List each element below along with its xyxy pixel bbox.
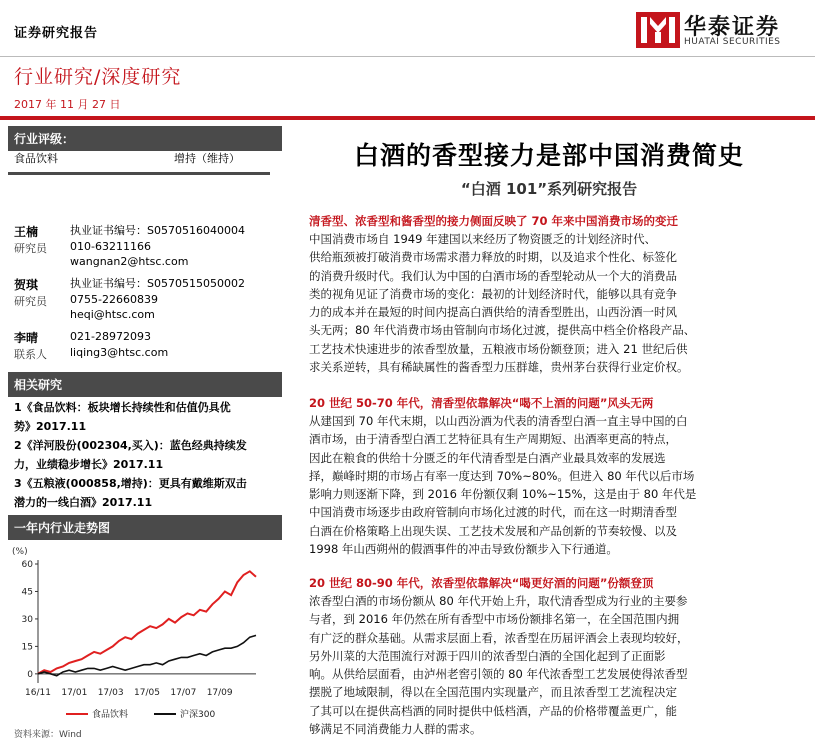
body-line: 头无两；80 年代消费市场由管制向市场化过渡，提供高中档全价格段产品、 bbox=[309, 323, 696, 338]
body-line: 中国消费市场自 1949 年建国以来经历了物资匮乏的计划经济时代、 bbox=[309, 232, 657, 246]
related-research-item[interactable] bbox=[14, 398, 272, 436]
body-line: 择，巅峰时期的市场占有率一度达到 70%~80%。但进入 80 年代以后市场 bbox=[309, 468, 695, 483]
chart-x-tick-label: 16/11 bbox=[25, 688, 51, 698]
body-line: 因此在粮食的供给十分匮乏的年代清香型是白酒产业最具效率的发展选 bbox=[309, 450, 666, 465]
analyst-card bbox=[14, 329, 272, 363]
logo-name-en: HUATAI SECURITIES bbox=[684, 37, 781, 47]
analyst-role: 联系人 bbox=[14, 348, 47, 361]
chart-y-unit: (%) bbox=[12, 547, 28, 557]
body-line: 从建国到 70 年代末期，以山西汾酒为代表的清香型白酒一直主导中国的白 bbox=[309, 414, 688, 428]
related-research-item[interactable] bbox=[14, 436, 272, 474]
chart-legend-label: 沪深300 bbox=[180, 710, 216, 720]
analyst-phone: 010-63211166 bbox=[70, 239, 151, 253]
body-line: 供给瓶颈被打破消费市场需求潜力释放的时期，以及追求个性化、标签化 bbox=[309, 250, 677, 265]
analyst-email[interactable]: heqi@htsc.com bbox=[70, 308, 155, 321]
chart-y-tick-label: 45 bbox=[21, 587, 33, 598]
section-body bbox=[309, 412, 807, 558]
body-line: 了其可以在提供高档酒的同时提供中低档酒，产品的价格带覆盖更广，能 bbox=[309, 703, 677, 718]
body-line: 1998 年山西朔州的假酒事件的冲击导致份额步入下行通道。 bbox=[309, 542, 618, 557]
analyst-name: 王楠 bbox=[14, 225, 39, 239]
body-line: 与者，到 2016 年仍然在所有香型中市场份额排名第一，在全国范围内拥 bbox=[309, 612, 680, 627]
related-research-heading: 相关研究 bbox=[8, 372, 282, 397]
related-research-list bbox=[14, 398, 272, 512]
analyst-phone: 021-28972093 bbox=[70, 330, 151, 343]
body-line: 酒市场，由于清香型白酒工艺特征具有生产周期短、出酒率更高的特点， bbox=[309, 432, 677, 447]
chart-y-tick-label: 15 bbox=[21, 642, 33, 653]
body-line: 够满足不同消费能力人群的需求。 bbox=[309, 722, 482, 737]
body-line: 有广泛的群众基础。从需求层面上看，浓香型在历届评酒会上表现均较好， bbox=[309, 630, 689, 645]
analyst-license: 执业证书编号：S0570516040004 bbox=[70, 224, 245, 237]
report-date: 2017 年 11 月 27 日 bbox=[14, 98, 121, 111]
related-research-item-line: 3《五粮液(000858,增持)：更具有戴维斯双击 bbox=[14, 477, 247, 490]
related-research-item-line: 1《食品饮料：板块增长持续性和估值仍具优 bbox=[14, 401, 231, 414]
chart-source-note: 资料来源：Wind bbox=[14, 730, 82, 739]
section-heading: 20 世纪 50-70 年代，清香型依靠解决“喝不上酒的问题”风头无两 bbox=[309, 396, 654, 410]
report-kind: 行业研究/深度研究 bbox=[14, 66, 182, 88]
section-heading: 20 世纪 80-90 年代，浓香型依靠解决“喝更好酒的问题”份额登顶 bbox=[309, 576, 654, 590]
chart-series-line-food-beverage bbox=[38, 571, 256, 674]
document-type-label: 证券研究报告 bbox=[14, 26, 99, 41]
section-body bbox=[309, 230, 807, 376]
chart-x-tick-label: 17/05 bbox=[134, 688, 160, 698]
analyst-email[interactable]: wangnan2@htsc.com bbox=[70, 255, 189, 268]
industry-trend-chart-svg bbox=[8, 540, 270, 739]
body-line: 中国消费市场逐步由政府管制向市场化过渡的时代，而在这一时期清香型 bbox=[309, 505, 677, 520]
analyst-name: 贺琪 bbox=[14, 278, 39, 292]
industry-trend-chart-heading: 一年内行业走势图 bbox=[8, 515, 282, 540]
analyst-name: 李晴 bbox=[14, 331, 39, 345]
huatai-logo-mark-icon bbox=[636, 8, 680, 52]
chart-y-tick-label: 0 bbox=[27, 669, 33, 680]
chart-x-tick-label: 17/01 bbox=[61, 688, 88, 698]
chart-x-tick-label: 17/03 bbox=[97, 688, 124, 698]
body-line: 求关系逆转，具有稀缺属性的酱香型力压群雄，贵州茅台获得行业定价权。 bbox=[309, 360, 689, 375]
rating-divider bbox=[8, 172, 270, 175]
chart-legend-label: 食品饮料 bbox=[92, 710, 129, 720]
analyst-phone: 0755-22660839 bbox=[70, 292, 158, 306]
analyst-role: 研究员 bbox=[14, 295, 47, 308]
related-research-item[interactable] bbox=[14, 474, 272, 512]
body-line: 摆脱了地域限制，得以在全国范围内实现量产，而且浓香型工艺流程决定 bbox=[309, 685, 677, 700]
rating-row bbox=[14, 150, 266, 166]
body-line: 工艺技术快速进步的浓香型放量，五粮液市场份额登顶；进入 21 世纪后供 bbox=[309, 341, 688, 356]
body-line: 白酒在价格策略上出现失误、工艺技术发展和产品创新的节奏较慢、以及 bbox=[309, 523, 677, 538]
body-line: 的消费升级时代。我们认为中国的白酒市场的香型轮动从一个大的消费品 bbox=[309, 268, 677, 283]
huatai-logo bbox=[636, 8, 806, 52]
chart-x-tick-label: 17/09 bbox=[206, 688, 233, 698]
analyst-license: 执业证书编号：S0570515050002 bbox=[70, 277, 245, 290]
rating-industry: 食品饮料 bbox=[14, 152, 58, 165]
rating-heading: 行业评级： bbox=[8, 126, 282, 151]
section-heading: 清香型、浓香型和酱香型的接力侧面反映了 70 年来中国消费市场的变迁 bbox=[309, 214, 679, 228]
body-line: 另外川菜的大范围流行对源于四川的浓香型白酒的全国化起到了正面影 bbox=[309, 648, 666, 663]
body-line: 浓香型白酒的市场份额从 80 年代开始上升，取代清香型成为行业的主要参 bbox=[309, 594, 688, 608]
related-research-item-line: 力，业绩稳步增长》2017.11 bbox=[14, 458, 164, 471]
logo-name: 华泰证券 bbox=[684, 15, 781, 40]
industry-trend-chart bbox=[8, 540, 270, 739]
chart-y-tick-label: 60 bbox=[21, 560, 33, 570]
analyst-card bbox=[14, 276, 272, 326]
body-line: 影响力则逐渐下降，到 2016 年份额仅剩 10%~15%，这是由于 80 年代是 bbox=[309, 487, 697, 502]
section-body bbox=[309, 592, 807, 738]
related-research-item-line: 势》2017.11 bbox=[14, 420, 87, 433]
analyst-role: 研究员 bbox=[14, 242, 47, 255]
rating-value: 增持（维持） bbox=[174, 152, 240, 165]
chart-x-tick-label: 17/07 bbox=[170, 688, 197, 698]
chart-series-line-csi300 bbox=[38, 635, 256, 675]
body-line: 力的成本并在最短的时间内提高白酒供给的清香型胜出，山西汾酒一时风 bbox=[309, 305, 677, 320]
header-divider bbox=[0, 56, 815, 57]
report-title: 白酒的香型接力是部中国消费简史 bbox=[353, 141, 744, 170]
body-line: 类的视角见证了消费市场的变化：最初的计划经济时代，能够以具有竞争 bbox=[309, 286, 677, 301]
report-subtitle: “白酒 101”系列研究报告 bbox=[460, 180, 638, 198]
chart-y-tick-label: 30 bbox=[21, 614, 33, 625]
analyst-email[interactable]: liqing3@htsc.com bbox=[70, 345, 169, 359]
body-line: 响。从供给层面看，由泸州老窖引领的 80 年代浓香型工艺发展使得浓香型 bbox=[309, 667, 688, 682]
analyst-card bbox=[14, 223, 272, 273]
header-red-bar bbox=[0, 116, 815, 120]
related-research-item-line: 潜力的一线白酒》2017.11 bbox=[14, 496, 153, 509]
related-research-item-line: 2《洋河股份(002304,买入)：蓝色经典持续发 bbox=[14, 439, 247, 452]
